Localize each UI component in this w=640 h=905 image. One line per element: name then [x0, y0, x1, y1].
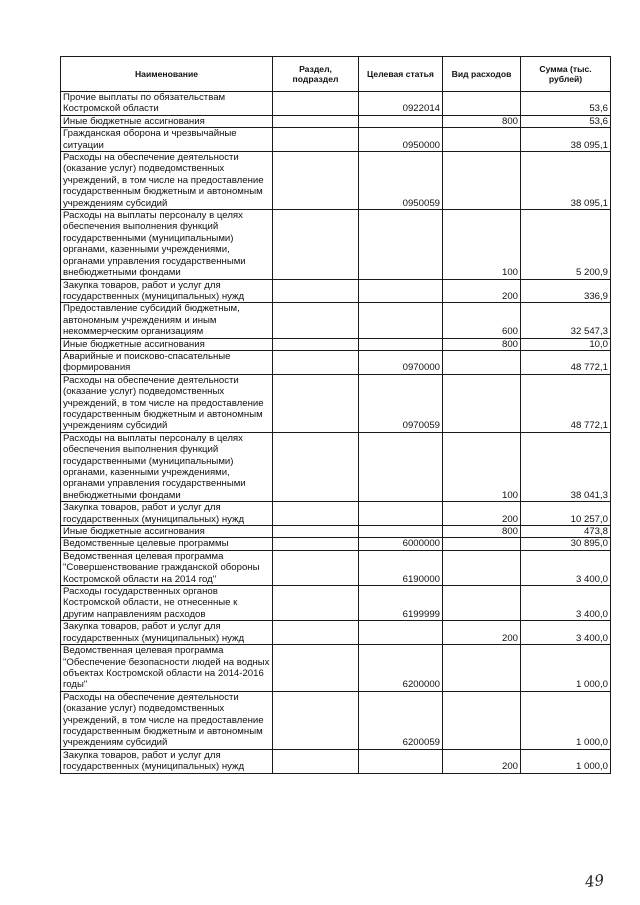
cell-target: 6190000	[359, 550, 443, 585]
table-row	[61, 645, 611, 692]
cell-sum: 10,0	[521, 338, 611, 350]
cell-sum: 1 000,0	[521, 749, 611, 773]
cell-name: Ведомственная целевая программа "Обеспечение безопасности людей на водных объектах Костромской области на 2014-2016 годы"	[61, 645, 273, 692]
cell-sum: 30 895,0	[521, 538, 611, 550]
cell-target: 6000000	[359, 538, 443, 550]
cell-kind: 800	[443, 526, 521, 538]
cell-kind	[443, 350, 521, 374]
table-row	[61, 210, 611, 279]
header-kind: Вид расходов	[443, 57, 521, 92]
cell-section	[273, 92, 359, 116]
cell-sum: 48 772,1	[521, 350, 611, 374]
cell-section	[273, 152, 359, 210]
cell-name: Иные бюджетные ассигнования	[61, 526, 273, 538]
cell-kind: 600	[443, 303, 521, 338]
cell-kind	[443, 550, 521, 585]
cell-name: Закупка товаров, работ и услуг для государственных (муниципальных) нужд	[61, 502, 273, 526]
cell-name: Расходы на обеспечение деятельности (оказание услуг) подведомственных учреждений, в том числе на предоставление государственным бюджетным и автономным учреждениям субсидий	[61, 374, 273, 432]
cell-section	[273, 645, 359, 692]
table-row	[61, 350, 611, 374]
table-row	[61, 538, 611, 550]
table-row	[61, 152, 611, 210]
cell-kind	[443, 92, 521, 116]
table-row	[61, 374, 611, 432]
cell-section	[273, 586, 359, 621]
cell-name: Закупка товаров, работ и услуг для государственных (муниципальных) нужд	[61, 749, 273, 773]
cell-section	[273, 115, 359, 127]
header-target: Целевая статья	[359, 57, 443, 92]
cell-target	[359, 749, 443, 773]
cell-section	[273, 550, 359, 585]
cell-kind	[443, 538, 521, 550]
cell-section	[273, 210, 359, 279]
cell-name: Предоставление субсидий бюджетным, автономным учреждениям и иным некоммерческим организациям	[61, 303, 273, 338]
table-row	[61, 621, 611, 645]
cell-sum: 10 257,0	[521, 502, 611, 526]
cell-kind: 200	[443, 502, 521, 526]
cell-sum: 3 400,0	[521, 621, 611, 645]
cell-name: Прочие выплаты по обязательствам Костромской области	[61, 92, 273, 116]
cell-kind: 200	[443, 749, 521, 773]
cell-target	[359, 502, 443, 526]
cell-sum: 38 095,1	[521, 128, 611, 152]
cell-target: 6200000	[359, 645, 443, 692]
cell-section	[273, 749, 359, 773]
table-body	[61, 92, 611, 774]
cell-name: Расходы государственных органов Костромской области, не отнесенные к другим направлениям расходов	[61, 586, 273, 621]
header-section: Раздел, подраздел	[273, 57, 359, 92]
cell-target	[359, 303, 443, 338]
cell-sum: 53,6	[521, 115, 611, 127]
cell-sum: 48 772,1	[521, 374, 611, 432]
header-name: Наименование	[61, 57, 273, 92]
cell-name: Закупка товаров, работ и услуг для государственных (муниципальных) нужд	[61, 279, 273, 303]
cell-kind	[443, 691, 521, 749]
table-row	[61, 92, 611, 116]
table-row	[61, 115, 611, 127]
header-row	[61, 57, 611, 92]
cell-section	[273, 303, 359, 338]
cell-section	[273, 350, 359, 374]
cell-kind: 800	[443, 338, 521, 350]
cell-target: 6199999	[359, 586, 443, 621]
cell-name: Иные бюджетные ассигнования	[61, 338, 273, 350]
table-row	[61, 550, 611, 585]
cell-target	[359, 526, 443, 538]
cell-sum: 473,8	[521, 526, 611, 538]
table-row	[61, 279, 611, 303]
cell-section	[273, 374, 359, 432]
table-row	[61, 526, 611, 538]
cell-name: Аварийные и поисково-спасательные формирования	[61, 350, 273, 374]
cell-sum: 336,9	[521, 279, 611, 303]
cell-kind	[443, 152, 521, 210]
cell-section	[273, 502, 359, 526]
cell-name: Иные бюджетные ассигнования	[61, 115, 273, 127]
cell-name: Закупка товаров, работ и услуг для государственных (муниципальных) нужд	[61, 621, 273, 645]
page-number: 49	[583, 870, 606, 892]
cell-target: 6200059	[359, 691, 443, 749]
cell-sum: 1 000,0	[521, 645, 611, 692]
cell-kind: 200	[443, 621, 521, 645]
cell-kind	[443, 645, 521, 692]
cell-target	[359, 210, 443, 279]
cell-section	[273, 526, 359, 538]
cell-name: Расходы на выплаты персоналу в целях обеспечения выполнения функций государственными (муниципальными) органами, казенными учреждениями, органами управления государственными внебюджетными фондами	[61, 210, 273, 279]
cell-section	[273, 621, 359, 645]
header-sum: Сумма (тыс. рублей)	[521, 57, 611, 92]
cell-sum: 3 400,0	[521, 586, 611, 621]
cell-sum: 38 041,3	[521, 432, 611, 501]
budget-table	[60, 56, 611, 774]
cell-target	[359, 279, 443, 303]
cell-target: 0950000	[359, 128, 443, 152]
cell-kind	[443, 128, 521, 152]
cell-section	[273, 691, 359, 749]
table-row	[61, 303, 611, 338]
table-row	[61, 128, 611, 152]
cell-kind	[443, 374, 521, 432]
cell-section	[273, 279, 359, 303]
cell-target	[359, 115, 443, 127]
table-row	[61, 432, 611, 501]
cell-sum: 5 200,9	[521, 210, 611, 279]
cell-target	[359, 338, 443, 350]
cell-name: Расходы на выплаты персоналу в целях обеспечения выполнения функций государственными (муниципальными) органами, казенными учреждениями, органами управления государственными внебюджетными фондами	[61, 432, 273, 501]
cell-sum: 32 547,3	[521, 303, 611, 338]
table-row	[61, 749, 611, 773]
table-row	[61, 338, 611, 350]
cell-name: Ведомственная целевая программа "Совершенствование гражданской обороны Костромской области на 2014 год"	[61, 550, 273, 585]
cell-kind: 100	[443, 210, 521, 279]
cell-name: Расходы на обеспечение деятельности (оказание услуг) подведомственных учреждений, в том числе на предоставление государственным бюджетным и автономным учреждениям субсидий	[61, 152, 273, 210]
cell-kind: 100	[443, 432, 521, 501]
cell-sum: 53,6	[521, 92, 611, 116]
cell-target: 0950059	[359, 152, 443, 210]
cell-kind	[443, 586, 521, 621]
table-row	[61, 586, 611, 621]
cell-target	[359, 621, 443, 645]
table-row	[61, 691, 611, 749]
cell-kind: 800	[443, 115, 521, 127]
table-header	[61, 57, 611, 92]
table-row	[61, 502, 611, 526]
cell-sum: 38 095,1	[521, 152, 611, 210]
cell-sum: 3 400,0	[521, 550, 611, 585]
cell-section	[273, 128, 359, 152]
cell-name: Ведомственные целевые программы	[61, 538, 273, 550]
cell-kind: 200	[443, 279, 521, 303]
cell-section	[273, 432, 359, 501]
cell-section	[273, 538, 359, 550]
cell-name: Расходы на обеспечение деятельности (оказание услуг) подведомственных учреждений, в том числе на предоставление государственным бюджетным и автономным учреждениям субсидий	[61, 691, 273, 749]
cell-target: 0970000	[359, 350, 443, 374]
cell-name: Гражданская оборона и чрезвычайные ситуации	[61, 128, 273, 152]
cell-target	[359, 432, 443, 501]
cell-sum: 1 000,0	[521, 691, 611, 749]
cell-target: 0970059	[359, 374, 443, 432]
cell-section	[273, 338, 359, 350]
cell-target: 0922014	[359, 92, 443, 116]
